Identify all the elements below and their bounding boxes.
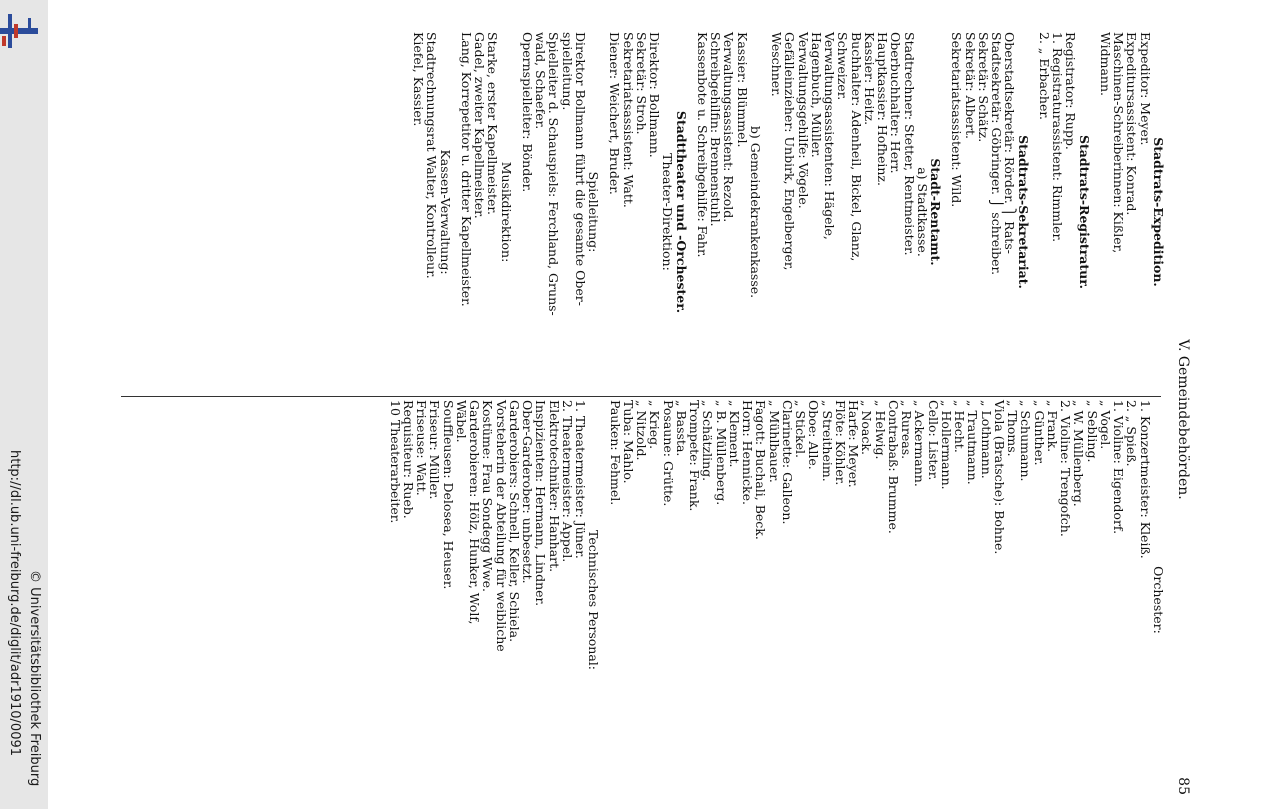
entry-line: Kassier: Blümmel. — [734, 32, 750, 148]
entry-line: Stadtrechner: Stetter, Rentmeister. — [901, 32, 917, 256]
entry-line: Flöte: Köhler. — [833, 400, 848, 486]
viewer-gutter — [0, 0, 48, 809]
entry-line: „ Krieg. — [647, 400, 663, 450]
copyright-notice: © Universitätsbibliothek Freiburg — [27, 570, 42, 787]
entry-line: Gefälleinzieher: Unbirk, Engelberger, — [782, 32, 798, 271]
entry-line: Oberstadtsekretär: Rörder. ⎫ Rats- — [1002, 32, 1018, 254]
entry-line: „ Mühlbauer. — [766, 400, 782, 483]
entry-line: Gadel, zweiter Kapellmeister. — [472, 32, 488, 219]
entry-line: Diener: Weichert, Bruder. — [607, 32, 623, 195]
entry-line: Expeditursassistent: Konrad. — [1124, 32, 1140, 216]
entry-line: „ Sebling. — [1084, 400, 1100, 463]
entry-line: Sekretariatsassistent: Wild. — [949, 32, 965, 208]
entry-line: „ Nitzold. — [634, 400, 650, 461]
entry-line: „ Schumann. — [1018, 400, 1034, 482]
entry-line: „ Frank. — [1045, 400, 1060, 453]
entry-line: „ Rureas. — [899, 400, 915, 460]
entry-line: Harfe: Meyer. — [846, 400, 862, 488]
entry-line: Souffleusen: Delosea, Heuser. — [440, 400, 456, 590]
library-logo-icon — [0, 4, 44, 56]
subsection-heading: Spielleitung: — [586, 171, 602, 253]
entry-line: Expeditor: Meyer. — [1137, 32, 1153, 146]
entry-line: Direktor: Bollmann. — [647, 32, 663, 158]
entry-line: Opernspielleiter: Bönder. — [520, 32, 535, 193]
page-number: 85 — [1175, 777, 1191, 795]
entry-line: 2. Violine: Trengofch. — [1058, 400, 1074, 537]
entry-line: Oberbuchhalter: Herr. — [888, 32, 904, 174]
entry-line: „ Bassta. — [674, 400, 689, 457]
subsection-heading: Theater-Direktion: — [660, 153, 676, 271]
subsection-heading: a) Stadtkasse. — [915, 167, 930, 257]
section-heading: Stadtrats-Expedition. — [1151, 137, 1166, 287]
scanned-page — [115, 32, 1195, 807]
entry-line: Kassenbote u. Schreibgehilfe: Fahr. — [695, 32, 710, 258]
entry-line: Tuba: Mahlo. — [621, 400, 636, 484]
entry-line: Elektrotechniker: Hanhart. — [546, 400, 562, 573]
entry-line: Contrabaß: Brumme. — [886, 400, 901, 534]
entry-line: Weschner. — [769, 32, 785, 97]
entry-line: Widmann. — [1098, 32, 1113, 97]
subsection-heading: b) Gemeindekrankenkasse. — [748, 125, 763, 299]
entry-line: Requisiteur: Rueb. — [401, 400, 416, 519]
entry-line: Oboe: Alle. — [806, 400, 822, 470]
entry-line: Vorsteherin der Abteilung für weibliche — [493, 400, 509, 652]
entry-line: Friseur: Müller. — [427, 400, 443, 500]
entry-line: 1. Theatermeister: Jüner. — [573, 400, 589, 559]
entry-line: „ B. Müllenberg. — [713, 400, 729, 506]
entry-line: Hagenbuch, Müller. — [809, 32, 824, 158]
entry-line: Sekretariatsassistent: Watt. — [620, 32, 636, 208]
entry-line: 2. „ Spieß. — [1124, 400, 1140, 467]
entry-line: „ Helwig. — [872, 400, 888, 460]
entry-line: Trompete: Frank. — [687, 400, 703, 512]
entry-line: 1. Konzertmeister: Kleiß. — [1137, 400, 1153, 559]
entry-line: 1. Registraturassistent: Rimmler. — [1050, 32, 1066, 243]
entry-line: „ Günther. — [1031, 400, 1047, 466]
entry-line: Sekretär: Schätz. — [976, 32, 991, 143]
entry-line: Pauken: Fehmel. — [607, 400, 623, 506]
entry-line: „ Trautmann. — [965, 400, 981, 485]
entry-line: Stadtrechnungsrat Walter, Kontrolleur. — [424, 32, 440, 279]
entry-line: 2. „ Erbacher. — [1037, 32, 1052, 120]
entry-line: Wäbel. — [454, 400, 469, 443]
entry-line: „ Ackermann. — [912, 400, 928, 487]
entry-line: Kiefel, Kassier. — [411, 32, 427, 127]
entry-line: „ Thoms. — [1005, 400, 1021, 457]
credit-block — [4, 450, 52, 809]
entry-line: Hauptkassier: Hofheinz. — [875, 32, 891, 186]
entry-line: 1. Violine: Eigendorf. — [1111, 400, 1127, 535]
entry-line: Inspizienten: Hermann, Lindner. — [533, 400, 549, 607]
entry-line: „ Hecht. — [952, 400, 968, 453]
entry-line: Fagott: Buchali, Beck. — [753, 400, 769, 540]
entry-line: Sekretär: Stroh. — [634, 32, 649, 135]
entry-line: Direktor Bollmann führt die gesamte Ober- — [573, 32, 588, 306]
right-column — [389, 400, 1166, 800]
entry-line: 2. Theatermeister: Appel. — [560, 400, 575, 563]
entry-line: Schreibgehilfin: Brennenstuhl. — [708, 32, 724, 227]
running-head — [1169, 32, 1195, 807]
left-column — [412, 32, 1165, 392]
entry-line: „ Streitheim. — [819, 400, 835, 482]
entry-line: Clarinette: Galleon. — [780, 400, 795, 525]
entry-line: Verwaltungsgehilfe: Vögele. — [795, 32, 811, 209]
subsection-heading: Musikdirektion: — [498, 161, 514, 263]
section-heading: Stadtrats-Sekretariat. — [1015, 135, 1031, 289]
entry-line: Posaune: Grütte. — [660, 400, 676, 507]
column-divider — [121, 396, 1161, 397]
section-heading: Stadt-Rentamt. — [928, 158, 944, 266]
entry-line: Verwaltungsassistent: Rezold. — [721, 32, 737, 223]
entry-line: Maschinen-Schreiberinnen: Kißler, — [1111, 32, 1127, 254]
entry-line: „ Vogel. — [1098, 400, 1113, 450]
entry-line: Viola (Bratsche): Bohne. — [992, 400, 1007, 555]
entry-line: „ W. Müllenberg. — [1071, 400, 1087, 507]
entry-line: Verwaltungsassistenten: Hägele, — [822, 32, 838, 240]
entry-line: Cello: Lister. — [925, 400, 941, 481]
running-head-title: V. Gemeindebehörden. — [1175, 339, 1191, 500]
subsection-heading: Kassen-Verwaltung: — [437, 149, 453, 275]
section-heading: Stadtrats-Registratur. — [1076, 134, 1092, 290]
entry-line: Starke, erster Kapellmeister. — [485, 32, 501, 215]
entry-line: Garderobieren: Hölz, Hunker, Wolf, — [467, 400, 483, 625]
entry-line: Friseuse: Watt. — [414, 400, 430, 496]
entry-line: Spielleiter d. Schauspiels: Ferchland, Gruns- — [546, 32, 562, 316]
entry-line: Schweizer. — [835, 32, 851, 101]
entry-line: Ober-Garderober: unbesetzt. — [520, 400, 536, 584]
entry-line: Horn: Hennicke. — [740, 400, 756, 505]
entry-line: „ Hollermann. — [939, 400, 954, 490]
entry-line: Buchhalter: Adenheil, Bickel, Glanz, — [848, 32, 864, 262]
entry-line: Sekretär: Albert. — [962, 32, 978, 139]
entry-line: Kostüme: Frau Sondegg Wwe. — [480, 400, 496, 593]
entry-line: „ Schätzling. — [700, 400, 716, 482]
entry-line: „ Klement. — [727, 400, 742, 468]
entry-line: „ Lothmann. — [978, 400, 994, 479]
entry-line: Kassier: Heitz. — [862, 32, 877, 126]
entry-line: 10 Theaterarbeiter. — [387, 400, 403, 524]
entry-line: Stadtsekretär: Göbringer. ⎭ schreiber. — [989, 32, 1005, 276]
entry-line: Garderobiers: Schnell, Keller, Schiela. — [507, 400, 522, 643]
source-url[interactable]: http://dl.ub.uni-freiburg.de/diglit/adr1910/0091 — [7, 450, 22, 757]
section-heading: Stadttheater und -Orchester. — [673, 110, 689, 314]
subsection-heading: Orchester: — [1151, 566, 1166, 634]
entry-line: Registrator: Rupp. — [1063, 32, 1079, 150]
entry-line: „ Noack. — [859, 400, 875, 455]
entry-line: wald, Schaefer. — [533, 32, 549, 130]
entry-line: „ Stickel. — [793, 400, 809, 458]
subsection-heading: Technisches Personal: — [586, 530, 602, 670]
entry-line: spielleitung. — [559, 32, 575, 111]
entry-line: Lang, Korrepetitor u. dritter Kapellmeister. — [459, 32, 474, 307]
